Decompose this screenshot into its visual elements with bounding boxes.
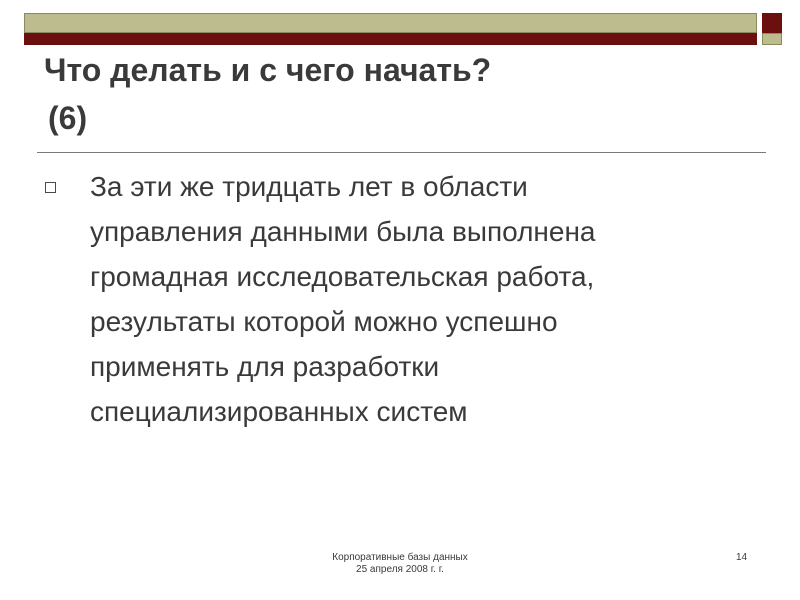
footer-title: Корпоративные базы данных bbox=[332, 552, 468, 563]
slide-title-line-2: (6) bbox=[48, 100, 88, 136]
title-divider bbox=[37, 152, 766, 153]
square-bullet-icon bbox=[45, 182, 56, 193]
footer-date: 25 апреля 2008 г. г. bbox=[356, 564, 444, 575]
bullet-text-line: результаты которой можно успешно bbox=[90, 306, 558, 337]
bullet-text bbox=[90, 164, 770, 434]
header-band-maroon bbox=[24, 33, 757, 45]
bullet-text-line: За эти же тридцать лет в области bbox=[90, 171, 528, 202]
slide-title bbox=[44, 46, 744, 142]
slide-title-line-1: Что делать и с чего начать? bbox=[44, 52, 492, 88]
header-band-olive bbox=[24, 13, 757, 33]
bullet-text-line: управления данными была выполнена bbox=[90, 216, 596, 247]
corner-square-maroon bbox=[762, 13, 782, 33]
slide-footer bbox=[300, 552, 500, 576]
bullet-text-line: специализированных систем bbox=[90, 396, 468, 427]
bullet-text-line: применять для разработки bbox=[90, 351, 440, 382]
bullet-text-line: громадная исследовательская работа, bbox=[90, 261, 595, 292]
page-number: 14 bbox=[736, 552, 748, 563]
corner-square-olive bbox=[762, 33, 782, 45]
